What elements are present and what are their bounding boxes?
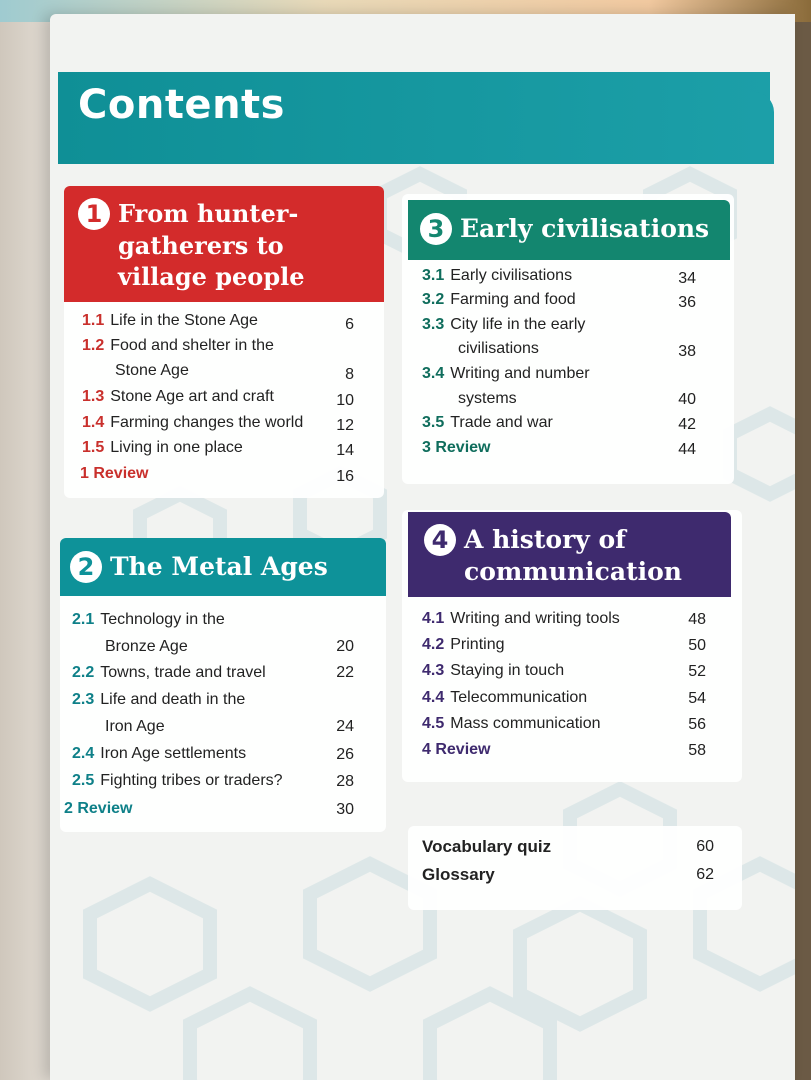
unit-4-review-link[interactable]: 4 Review (422, 741, 491, 758)
item-code: 3.1 (422, 267, 445, 284)
toc-item-1-1[interactable] (82, 312, 258, 330)
item-title: Writing and number (450, 365, 590, 382)
item-code: 2.5 (72, 772, 95, 789)
toc-item-1-4[interactable] (82, 414, 303, 432)
toc-item-1-3[interactable] (82, 388, 274, 406)
item-title: Early civilisations (450, 267, 573, 284)
item-title: Life in the Stone Age (110, 312, 258, 329)
page-number: 14 (336, 442, 354, 459)
unit-4-title-line-1: A history of (464, 525, 626, 554)
item-code: 1.3 (82, 388, 105, 405)
page-number: 40 (678, 391, 696, 408)
item-code: 3.5 (422, 414, 445, 431)
page-number: 54 (688, 690, 706, 707)
item-code: 2.4 (72, 745, 95, 762)
item-code: 1.4 (82, 414, 105, 431)
vocabulary-quiz-link[interactable]: Vocabulary quiz (422, 837, 552, 856)
toc-item-4-4[interactable] (422, 689, 587, 707)
page-number: 42 (678, 416, 696, 433)
item-title: Fighting tribes or traders? (100, 772, 283, 789)
unit-1-title-line-1: From hunter- (118, 199, 299, 228)
item-title: Staying in touch (450, 662, 565, 679)
item-title: Writing and writing tools (450, 610, 620, 627)
item-title-cont: systems (458, 390, 517, 407)
item-title-cont: civilisations (458, 340, 539, 357)
unit-2-review-link[interactable]: 2 Review (64, 800, 133, 817)
item-title-cont: Bronze Age (105, 638, 188, 655)
glossary-link[interactable]: Glossary (422, 865, 495, 884)
item-code: 2.1 (72, 611, 95, 628)
item-code: 1.5 (82, 439, 105, 456)
item-title: Farming changes the world (110, 414, 304, 431)
page-number: 34 (678, 270, 696, 287)
page-number: 56 (688, 716, 706, 733)
unit-4-number: 4 (424, 524, 456, 556)
toc-item-2-1[interactable] (72, 611, 225, 629)
item-title: Towns, trade and travel (100, 664, 266, 681)
item-title: City life in the early (450, 316, 586, 333)
item-title: Farming and food (450, 291, 576, 308)
unit-4-title-line-2: communication (464, 557, 682, 586)
item-code: 1.1 (82, 312, 105, 329)
page-number: 10 (336, 392, 354, 409)
toc-item-4-3[interactable] (422, 662, 564, 680)
toc-item-3-5[interactable] (422, 414, 553, 432)
item-title-cont: Stone Age (115, 362, 189, 379)
toc-item-4-1[interactable] (422, 610, 620, 628)
page-number: 26 (336, 746, 354, 763)
toc-item-3-3[interactable] (422, 316, 585, 334)
item-code: 2.2 (72, 664, 95, 681)
page-number: 22 (336, 664, 354, 681)
unit-1-title-line-2: gatherers to (118, 231, 284, 260)
item-title: Living in one place (110, 439, 243, 456)
toc-item-3-2[interactable] (422, 291, 576, 309)
toc-item-2-4[interactable] (72, 745, 246, 763)
unit-3-number: 3 (420, 213, 452, 245)
page-number: 12 (336, 417, 354, 434)
item-code: 4.4 (422, 689, 445, 706)
item-title: Printing (450, 636, 505, 653)
toc-item-3-4[interactable] (422, 365, 590, 383)
page-title: Contents (78, 82, 285, 128)
unit-1-review-link[interactable]: 1 Review (80, 465, 149, 482)
item-code: 3.2 (422, 291, 445, 308)
page-number: 28 (336, 773, 354, 790)
unit-2-title: The Metal Ages (110, 552, 328, 581)
item-code: 4.1 (422, 610, 445, 627)
item-title: Mass communication (450, 715, 601, 732)
page-number: 48 (688, 611, 706, 628)
page-number: 24 (336, 718, 354, 735)
item-title: Life and death in the (100, 691, 246, 708)
page-number: 38 (678, 343, 696, 360)
toc-item-1-5[interactable] (82, 439, 243, 457)
item-code: 3.3 (422, 316, 445, 333)
page-number: 8 (345, 366, 354, 383)
toc-item-2-5[interactable] (72, 772, 283, 790)
toc-item-3-1[interactable] (422, 267, 572, 285)
page-number: 6 (345, 316, 354, 333)
unit-3-title: Early civilisations (460, 214, 710, 243)
page-number: 20 (336, 638, 354, 655)
item-code: 1.2 (82, 337, 105, 354)
item-title: Trade and war (450, 414, 553, 431)
page-number: 36 (678, 294, 696, 311)
item-code: 4.3 (422, 662, 445, 679)
item-title: Food and shelter in the (110, 337, 274, 354)
unit-1-title-line-3: village people (118, 262, 305, 291)
item-title: Stone Age art and craft (110, 388, 274, 405)
toc-item-1-2[interactable] (82, 337, 274, 355)
page-number: 58 (688, 742, 706, 759)
page-number: 50 (688, 637, 706, 654)
item-title: Iron Age settlements (100, 745, 247, 762)
toc-item-4-2[interactable] (422, 636, 505, 654)
toc-item-4-5[interactable] (422, 715, 601, 733)
item-code: 2.3 (72, 691, 95, 708)
unit-1-number: 1 (78, 198, 110, 230)
toc-item-2-3[interactable] (72, 691, 245, 709)
page-number: 44 (678, 441, 696, 458)
page-number: 52 (688, 663, 706, 680)
unit-2-number: 2 (70, 551, 102, 583)
item-code: 4.5 (422, 715, 445, 732)
toc-item-2-2[interactable] (72, 664, 266, 682)
item-title: Telecommunication (450, 689, 588, 706)
unit-3-review-link[interactable]: 3 Review (422, 439, 491, 456)
item-title: Technology in the (100, 611, 225, 628)
item-title-cont: Iron Age (105, 718, 165, 735)
page-number: 62 (696, 866, 714, 883)
page-number: 16 (336, 468, 354, 485)
item-code: 4.2 (422, 636, 445, 653)
page-number: 60 (696, 838, 714, 855)
item-code: 3.4 (422, 365, 445, 382)
contents-page (50, 14, 795, 1080)
page-number: 30 (336, 801, 354, 818)
